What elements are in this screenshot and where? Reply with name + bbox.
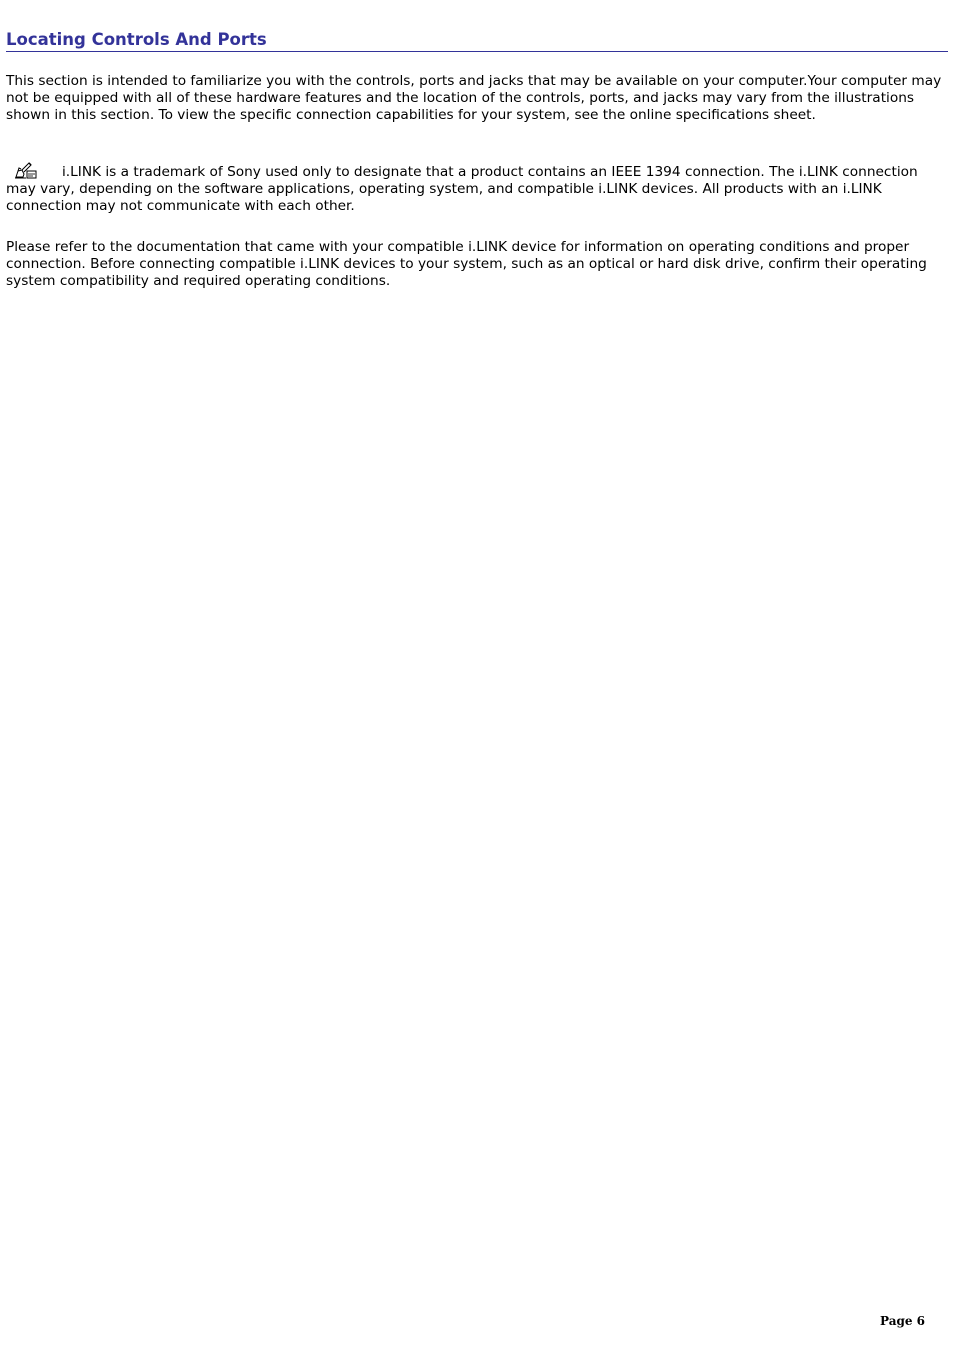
note-text: i.LINK is a trademark of Sony used only to designate that a product contains an IEEE 1394 connection. The i.LINK connection may vary, depending on the software applications, operating system, and compatible i.LINK devices. All products with an i.LINK connection may not communicate with each other.	[6, 164, 918, 214]
document-content	[6, 30, 948, 290]
intro-paragraph: This section is intended to familiarize you with the controls, ports and jacks that may be available on your computer.Your computer may not be equipped with all of these hardware features and the location of the controls, ports, and jacks may vary from the illustrations shown in this section. To view the specific connection capabilities for your system, see the online specifications sheet.	[6, 73, 942, 123]
refer-paragraph: Please refer to the documentation that came with your compatible i.LINK device for information on operating conditions and proper connection. Before connecting compatible i.LINK devices to your system, such as an optical or hard disk drive, confirm their operating system compatibility and required operating conditions.	[6, 239, 927, 289]
note-pencil-icon	[14, 162, 38, 179]
page-number: Page 6	[880, 1314, 926, 1328]
page-title: Locating Controls And Ports	[6, 30, 948, 52]
note-paragraph	[6, 162, 948, 215]
